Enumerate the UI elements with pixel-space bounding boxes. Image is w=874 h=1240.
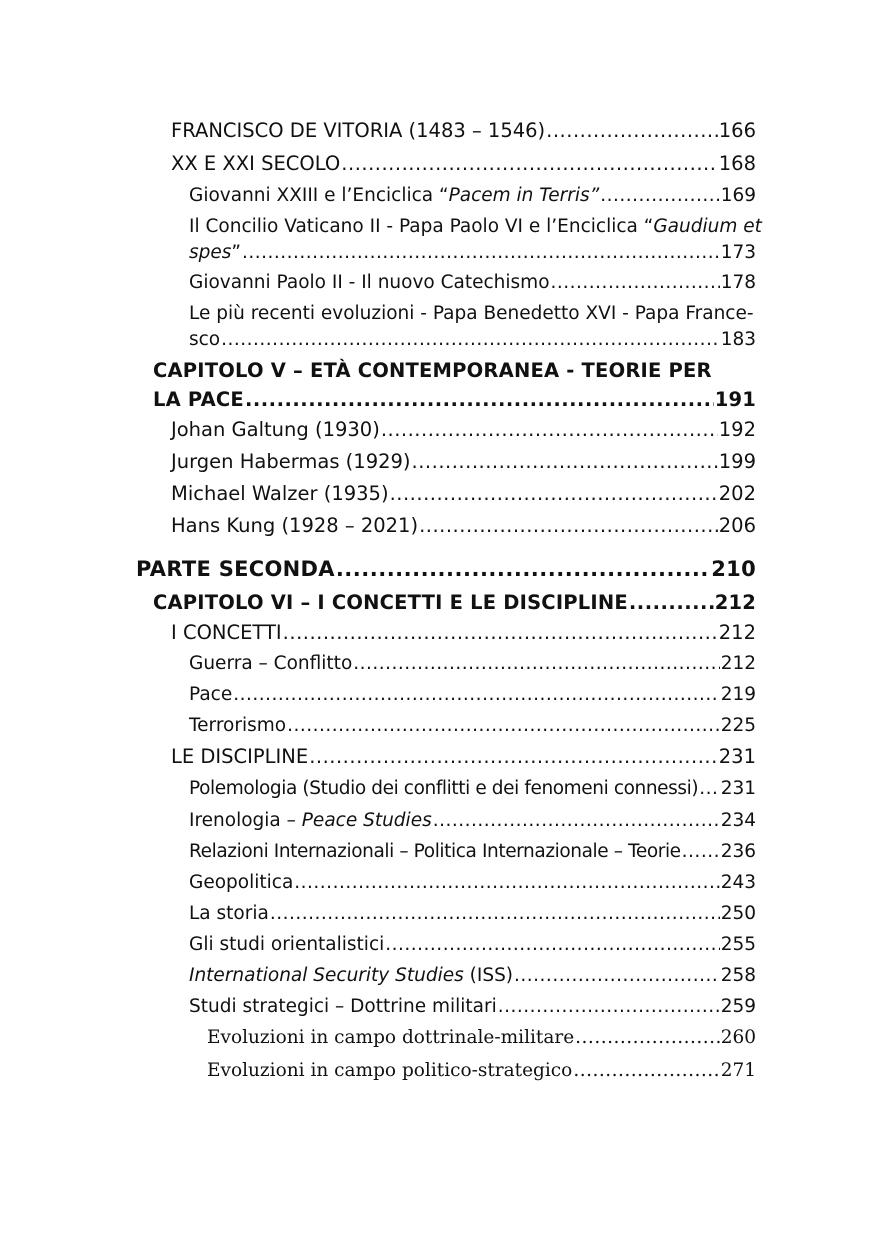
toc-entry-title-line2: spes” [189, 242, 241, 263]
chapter-title-line1: CAPITOLO V – ETÀ CONTEMPORANEA - TEORIE PER [153, 359, 712, 382]
toc-page-number: 250 [720, 903, 756, 924]
toc-entry-title: Gli studi orientalistici [189, 934, 385, 955]
toc-entry [207, 1025, 756, 1051]
toc-page-number: 178 [720, 272, 756, 293]
toc-entry-title: Jurgen Habermas (1929) [171, 450, 411, 473]
toc-page-number: 271 [720, 1060, 756, 1081]
toc-entry-title: Giovanni XXIII e l’Enciclica “Pacem in Terris” [189, 185, 600, 206]
toc-page-number: 173 [720, 242, 756, 263]
toc-page-number: 192 [718, 418, 756, 441]
toc-page-number: 231 [720, 778, 756, 799]
toc-page-number: 219 [720, 684, 756, 705]
toc-entry [171, 620, 756, 646]
toc-entry [189, 963, 756, 989]
toc-entry-title: Michael Walzer (1935) [171, 482, 389, 505]
toc-page-number: 212 [720, 653, 756, 674]
toc-page-number: 202 [718, 482, 756, 505]
toc-page-number: 199 [718, 450, 756, 473]
toc-page-number: 260 [720, 1027, 756, 1048]
dot-leader [629, 590, 714, 616]
toc-page-number: 166 [718, 119, 756, 142]
toc-entry [171, 118, 756, 144]
toc-entry [171, 151, 756, 177]
dot-leader [381, 417, 718, 443]
toc-page-number: 234 [720, 810, 756, 831]
toc-page-number: 210 [711, 557, 756, 581]
toc-page-number: 243 [720, 872, 756, 893]
toc-entry-title: Guerra – Conflitto [189, 653, 353, 674]
dot-leader [221, 327, 720, 353]
dot-leader [514, 963, 720, 989]
toc-entry-title: LE DISCIPLINE [171, 745, 309, 768]
toc-entry [207, 1058, 756, 1084]
toc-page-number: 169 [720, 185, 756, 206]
dot-leader [419, 513, 718, 539]
toc-entry [189, 901, 756, 927]
toc-entry [153, 590, 756, 616]
chapter-title-line2: LA PACE [153, 388, 244, 411]
toc-entry-title: Pace [189, 684, 233, 705]
dot-leader [575, 1025, 720, 1051]
toc-page-number: 183 [720, 329, 756, 350]
toc-entry [189, 240, 756, 266]
toc-page-number: 212 [714, 591, 756, 614]
dot-leader [353, 651, 719, 677]
dot-leader [270, 901, 720, 927]
toc-entry [171, 481, 756, 507]
toc-entry-title-line2: sco [189, 329, 221, 350]
toc-entry-title: La storia [189, 903, 269, 924]
toc-entry-title: Giovanni Paolo II - Il nuovo Catechismo [189, 272, 550, 293]
toc-page-number: 236 [720, 841, 756, 862]
toc-entry-title: Evoluzioni in campo politico-strategico [207, 1060, 573, 1081]
toc-page-number: 191 [714, 388, 756, 411]
toc-page-number: 168 [718, 152, 756, 175]
dot-leader [546, 118, 718, 144]
toc-entry [153, 387, 756, 413]
toc-entry [171, 513, 756, 539]
toc-entry [189, 183, 756, 209]
toc-page-number: 231 [718, 745, 756, 768]
toc-entry [189, 932, 756, 958]
dot-leader [433, 808, 720, 834]
toc-entry-title: FRANCISCO DE VITORIA (1483 – 1546) [171, 119, 546, 142]
dot-leader [283, 620, 718, 646]
toc-entry [189, 870, 756, 896]
toc-entry-title: Evoluzioni in campo dottrinale-militare [207, 1027, 575, 1048]
toc-page-number: 258 [720, 965, 756, 986]
toc-entry [189, 651, 756, 677]
dot-leader [336, 556, 710, 582]
dot-leader [600, 183, 719, 209]
toc-entry [189, 808, 756, 834]
toc-entry-title: I CONCETTI [171, 621, 282, 644]
dot-leader [412, 449, 718, 475]
toc-page-number: 259 [720, 996, 756, 1017]
toc-entry-title-line1: Le più recenti evoluzioni - Papa Benedetto XVI - Papa France- [189, 303, 754, 324]
toc-entry-title: XX E XXI SECOLO [171, 152, 341, 175]
dot-leader [245, 387, 714, 413]
toc-entry-title: Geopolitica [189, 872, 294, 893]
chapter-title: CAPITOLO VI – I CONCETTI E LE DISCIPLINE [153, 591, 628, 614]
toc-entry [171, 744, 756, 770]
dot-leader [309, 744, 718, 770]
dot-leader [551, 270, 720, 296]
toc-entry [189, 713, 756, 739]
toc-entry-title: International Security Studies (ISS) [189, 965, 514, 986]
dot-leader [573, 1058, 719, 1084]
toc-entry [189, 839, 756, 865]
toc-entry-title: Hans Kung (1928 – 2021) [171, 514, 419, 537]
toc-entry-title: Relazioni Internazionali – Politica Internazionale – Teorie [189, 841, 681, 862]
dot-leader [498, 994, 720, 1020]
toc-page-number: 212 [718, 621, 756, 644]
toc-page-number: 255 [720, 934, 756, 955]
toc-entry-title: Studi strategici – Dottrine militari [189, 996, 497, 1017]
dot-leader [287, 713, 720, 739]
dot-leader [242, 240, 720, 266]
toc-entry [189, 270, 756, 296]
toc-entry-title-line1: Il Concilio Vaticano II - Papa Paolo VI e l’Enciclica “Gaudium et [189, 216, 762, 237]
dot-leader [294, 870, 719, 896]
dot-leader [233, 682, 719, 708]
toc-entry [189, 682, 756, 708]
dot-leader [699, 776, 719, 802]
toc-entry-title: Johan Galtung (1930) [171, 418, 380, 441]
toc-page-number: 206 [718, 514, 756, 537]
toc-entry [189, 994, 756, 1020]
toc-entry [189, 776, 756, 802]
toc-entry-title: Terrorismo [189, 715, 287, 736]
toc-entry [136, 556, 756, 582]
dot-leader [341, 151, 717, 177]
toc-entry [189, 327, 756, 353]
dot-leader [390, 481, 718, 507]
dot-leader [385, 932, 719, 958]
toc-page-number: 225 [720, 715, 756, 736]
toc-entry [171, 449, 756, 475]
toc-entry-title: Polemologia (Studio dei conflitti e dei fenomeni connessi) [189, 778, 699, 799]
part-title: PARTE SECONDA [136, 557, 335, 581]
toc-entry [171, 417, 756, 443]
toc-entry-title: Irenologia – Peace Studies [189, 810, 432, 831]
dot-leader [682, 839, 720, 865]
